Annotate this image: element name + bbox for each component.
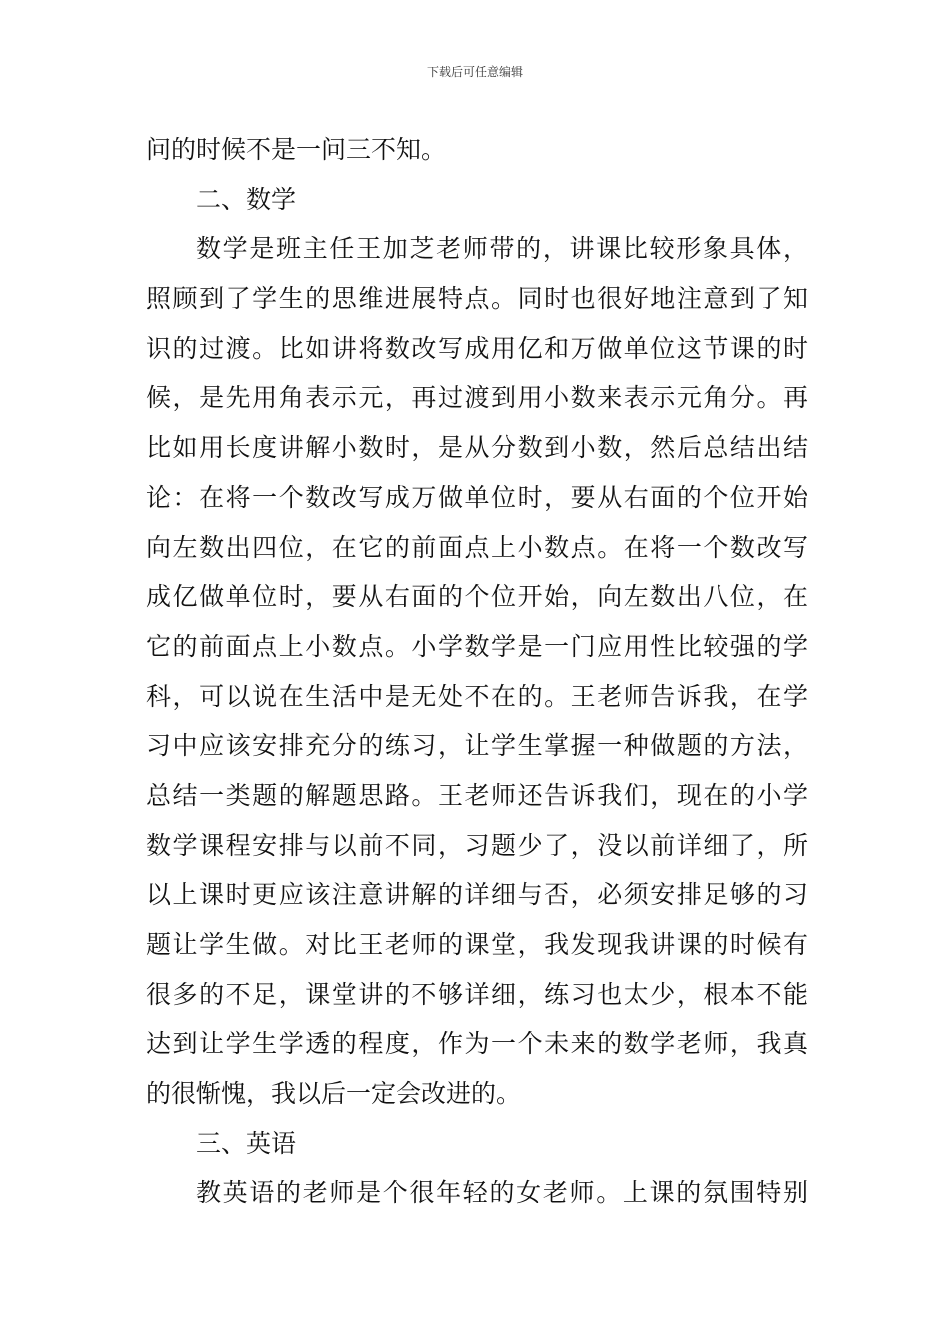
text-line: 比如用长度讲解小数时，是从分数到小数，然后总结出结 [146, 433, 808, 463]
section-heading-english: 三、英语 [196, 1128, 297, 1158]
text-line: 数学是班主任王加芝老师带的，讲课比较形象具体， [196, 234, 808, 264]
text-line: 它的前面点上小数点。小学数学是一门应用性比较强的学 [146, 631, 808, 661]
text-line: 达到让学生学透的程度，作为一个未来的数学老师，我真 [146, 1029, 808, 1059]
text-line: 照顾到了学生的思维进展特点。同时也很好地注意到了知 [146, 284, 808, 314]
text-line: 题让学生做。对比王老师的课堂，我发现我讲课的时候有 [146, 930, 808, 959]
document-body [146, 125, 808, 1218]
text-line: 数学课程安排与以前不同，习题少了，没以前详细了，所 [146, 830, 808, 860]
text-line: 科，可以说在生活中是无处不在的。王老师告诉我，在学 [146, 681, 808, 711]
section-heading-math: 二、数学 [196, 184, 297, 214]
text-line: 问的时候不是一问三不知。 [146, 135, 447, 164]
text-line: 教英语的老师是个很年轻的女老师。上课的氛围特别 [196, 1178, 808, 1208]
page-header: 下载后可任意编辑 [426, 65, 523, 79]
text-line: 成亿做单位时，要从右面的个位开始，向左数出八位，在 [146, 582, 808, 612]
text-line: 的很惭愧，我以后一定会改进的。 [146, 1079, 522, 1109]
text-line: 论：在将一个数改写成万做单位时，要从右面的个位开始 [146, 482, 808, 512]
text-line: 习中应该安排充分的练习，让学生掌握一种做题的方法， [146, 731, 808, 761]
text-line: 很多的不足，课堂讲的不够详细，练习也太少，根本不能 [146, 979, 808, 1009]
text-line: 总结一类题的解题思路。王老师还告诉我们，现在的小学 [146, 780, 808, 810]
text-line: 以上课时更应该注意讲解的详细与否，必须安排足够的习 [146, 880, 808, 910]
text-line: 识的过渡。比如讲将数改写成用亿和万做单位这节课的时 [146, 333, 808, 363]
text-line: 候，是先用角表示元，再过渡到用小数来表示元角分。再 [146, 383, 808, 413]
text-line: 向左数出四位，在它的前面点上小数点。在将一个数改写 [146, 532, 808, 562]
